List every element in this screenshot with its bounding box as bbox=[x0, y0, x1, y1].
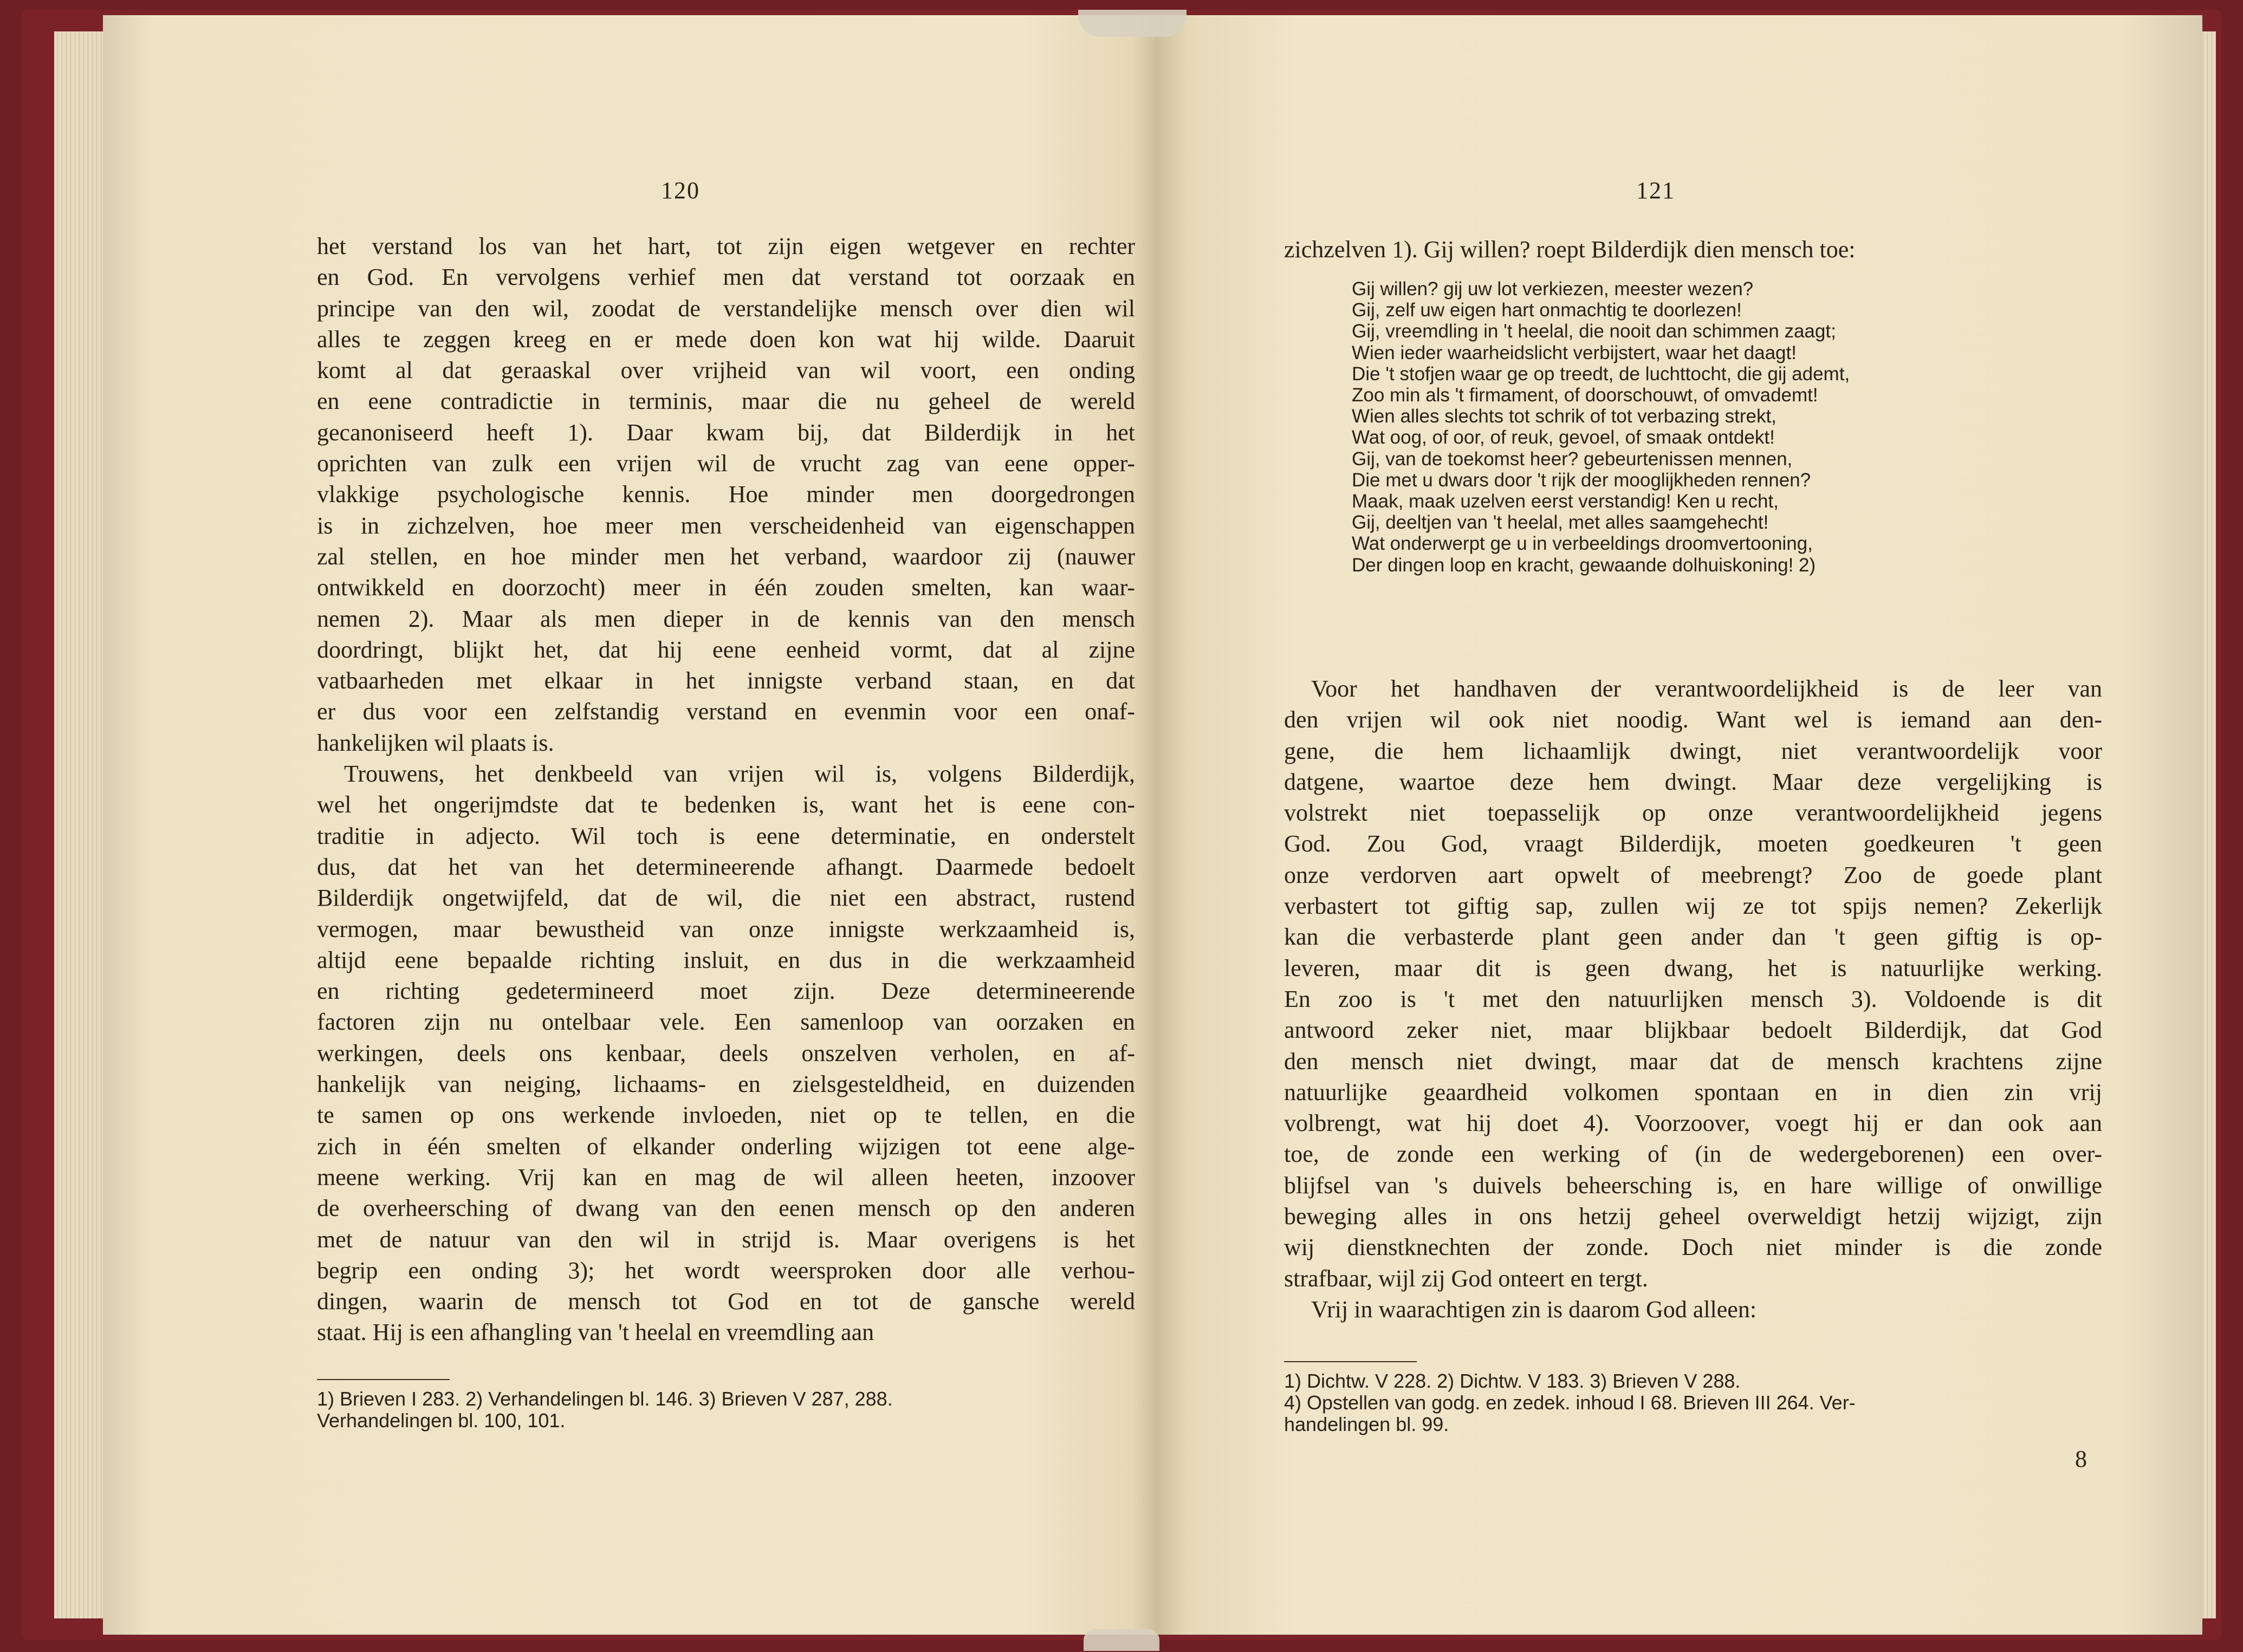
text-line: den vrijen wil ook niet noodig. Want wel is iemand aan den- bbox=[1284, 706, 2102, 733]
poem-line: Wat onderwerpt ge u in verbeeldings droomvertooning, bbox=[1352, 533, 1813, 555]
poem-line: Wien ieder waarheidslicht verbijstert, waar het daagt! bbox=[1352, 342, 1797, 363]
text-line: ontwikkeld en doorzocht) meer in één zouden smelten, kan waar- bbox=[317, 574, 1135, 601]
text-line: te samen op ons werkende invloeden, niet op te tellen, en die bbox=[317, 1102, 1135, 1129]
bookmark-ribbon-bottom bbox=[1084, 1629, 1159, 1651]
text-line: principe van den wil, zoodat de verstandelijke mensch over dien wil bbox=[317, 295, 1135, 322]
text-line: hankelijken wil plaats is. bbox=[317, 729, 554, 756]
text-line: er dus voor een zelfstandig verstand en evenmin voor een onaf- bbox=[317, 698, 1135, 725]
text-line: gene, die hem lichaamlijk dwingt, niet verantwoordelijk voor bbox=[1284, 737, 2102, 764]
poem-line: Die 't stofjen waar ge op treedt, de luchttocht, die gij ademt, bbox=[1352, 363, 1850, 385]
text-line: leveren, maar dit is geen dwang, het is natuurlijke werking. bbox=[1284, 954, 2102, 981]
text-line: Bilderdijk ongetwijfeld, dat de wil, die niet een abstract, rustend bbox=[317, 884, 1135, 912]
text-line: God. Zou God, vraagt Bilderdijk, moeten goedkeuren 't geen bbox=[1284, 830, 2102, 857]
poem-line: Wien alles slechts tot schrik of tot verbazing strekt, bbox=[1352, 406, 1777, 427]
text-line: traditie in adjecto. Wil toch is eene determinatie, en onderstelt bbox=[317, 822, 1135, 849]
footnote-line: 1) Brieven I 283. 2) Verhandelingen bl. 146. 3) Brieven V 287, 288. bbox=[317, 1388, 893, 1410]
text-line: staat. Hij is een afhangling van 't heelal en vreemdling aan bbox=[317, 1319, 874, 1346]
text-line: dus, dat het van het determineerende afhangt. Daarmede bedoelt bbox=[317, 853, 1135, 880]
text-line: hankelijk van neiging, lichaams- en zielsgesteldheid, en duizenden bbox=[317, 1071, 1135, 1098]
signature-mark: 8 bbox=[2075, 1446, 2087, 1472]
page-number: 121 bbox=[1636, 177, 1675, 204]
text-line: gecanoniseerd heeft 1). Daar kwam bij, dat Bilderdijk in het bbox=[317, 419, 1135, 446]
poem-line: Gij, deeltjen van 't heelal, met alles saamgehecht! bbox=[1352, 512, 1769, 534]
poem-line: Gij, vreemdling in 't heelal, die nooit dan schimmen zaagt; bbox=[1352, 321, 1836, 342]
text-line: met de natuur van den wil in strijd is. Maar overigens is het bbox=[317, 1226, 1135, 1253]
left-page-body bbox=[317, 231, 1135, 1348]
text-line: het verstand los van het hart, tot zijn eigen wetgever en rechter bbox=[317, 233, 1135, 259]
text-line: alles te zeggen kreeg en er mede doen kon wat hij wilde. Daaruit bbox=[317, 326, 1135, 353]
text-line: En zoo is 't met den natuurlijken mensch 3). Voldoende is dit bbox=[1284, 985, 2102, 1012]
text-line: Vrij in waarachtigen zin is daarom God alleen: bbox=[1311, 1296, 1757, 1323]
footnote-line: Verhandelingen bl. 100, 101. bbox=[317, 1409, 566, 1432]
poem-line: Gij, van de toekomst heer? gebeurtenissen mennen, bbox=[1352, 448, 1793, 470]
left-footnotes bbox=[317, 1388, 893, 1432]
text-line: volstrekt niet toepasselijk op onze verantwoordelijkheid jegens bbox=[1284, 799, 2102, 827]
text-line: zal stellen, en hoe minder men het verband, waardoor zij (nauwer bbox=[317, 543, 1135, 570]
text-line: onze verdorven aart opwelt of meebrengt? Zoo de goede plant bbox=[1284, 861, 2102, 888]
text-line: factoren zijn nu ontelbaar vele. Een samenloop van oorzaken en bbox=[317, 1009, 1135, 1036]
text-line: toe, de zonde een werking of (in de wedergeborenen) een over- bbox=[1284, 1141, 2102, 1168]
poem-line: Maak, maak uzelven eerst verstandig! Ken u recht, bbox=[1352, 491, 1779, 512]
footnote-line: handelingen bl. 99. bbox=[1284, 1413, 1449, 1435]
text-line: wel het ongerijmdste dat te bedenken is, want het is eene con- bbox=[317, 791, 1135, 818]
text-line: altijd eene bepaalde richting insluit, en dus in die werkzaamheid bbox=[317, 946, 1135, 973]
text-line: kan die verbasterde plant geen ander dan 't geen giftig is op- bbox=[1284, 923, 2102, 951]
poem-line: Der dingen loop en kracht, gewaande dolhuiskoning! 2) bbox=[1352, 554, 1816, 576]
right-page-body bbox=[1284, 673, 2102, 1325]
text-line: en God. En vervolgens verhief men dat verstand tot oorzaak en bbox=[317, 264, 1135, 291]
poem-line: Wat oog, of oor, of reuk, gevoel, of smaak ontdekt! bbox=[1352, 427, 1775, 448]
book-spread bbox=[22, 10, 2221, 1640]
text-line: den mensch niet dwingt, maar dat de mensch krachtens zijne bbox=[1284, 1048, 2102, 1075]
left-page bbox=[103, 15, 1157, 1635]
text-line: en richting gedetermineerd moet zijn. Deze determineerende bbox=[317, 978, 1135, 1005]
text-line: doordringt, blijkt het, dat hij eene eenheid vormt, dat al zijne bbox=[317, 636, 1135, 663]
right-footnotes bbox=[1284, 1370, 1856, 1435]
poem-line: Die met u dwars door 't rijk der mooglijkheden rennen? bbox=[1352, 469, 1811, 491]
text-line: antwoord zeker niet, maar blijkbaar bedoelt Bilderdijk, dat God bbox=[1284, 1017, 2102, 1044]
poem-block bbox=[1352, 278, 1850, 576]
bookmark-ribbon-top bbox=[1078, 10, 1187, 37]
text-line: vatbaarheden met elkaar in het innigste verband staan, en dat bbox=[317, 667, 1135, 694]
text-line: volbrengt, wat hij doet 4). Voorzoover, voegt hij er dan ook aan bbox=[1284, 1110, 2102, 1137]
text-line: oprichten van zulk een vrijen wil de vrucht zag van eene opper- bbox=[317, 450, 1135, 477]
text-line: wij dienstknechten der zonde. Doch niet minder is die zonde bbox=[1284, 1234, 2102, 1261]
text-line: begrip een onding 3); het wordt weersproken door alle verhou- bbox=[317, 1257, 1135, 1284]
text-line: Trouwens, het denkbeeld van vrijen wil is, volgens Bilderdijk, bbox=[344, 760, 1135, 788]
footnote-line: 1) Dichtw. V 228. 2) Dichtw. V 183. 3) Brieven V 288. bbox=[1284, 1370, 1741, 1392]
text-line: Voor het handhaven der verantwoordelijkheid is de leer van bbox=[1311, 675, 2102, 702]
text-line: natuurlijke geaardheid volkomen spontaan en in dien zin vrij bbox=[1284, 1078, 2102, 1105]
text-line: vlakkige psychologische kennis. Hoe minder men doorgedrongen bbox=[317, 481, 1135, 508]
text-line: verbastert tot giftig sap, zullen wij ze tot spijs nemen? Zekerlijk bbox=[1284, 893, 2102, 920]
footnote-line: 4) Opstellen van godg. en zedek. inhoud I 68. Brieven III 264. Ver- bbox=[1284, 1391, 1856, 1414]
footnote-rule bbox=[317, 1379, 450, 1380]
text-line: datgene, waartoe deze hem dwingt. Maar deze vergelijking is bbox=[1284, 768, 2102, 795]
text-line: meene werking. Vrij kan en mag de wil alleen heeten, inzoover bbox=[317, 1163, 1135, 1191]
text-line: dingen, waarin de mensch tot God en tot de gansche wereld bbox=[317, 1288, 1135, 1315]
poem-line: Gij, zelf uw eigen hart onmachtig te doorlezen! bbox=[1352, 300, 1742, 321]
text-line: zich in één smelten of elkander onderling wijzigen tot eene alge- bbox=[317, 1133, 1135, 1160]
right-first-line: zichzelven 1). Gij willen? roept Bilderdijk dien mensch toe: bbox=[1284, 236, 1856, 263]
page-edges-left bbox=[54, 31, 106, 1618]
text-line: is in zichzelven, hoe meer men verscheidenheid van eigenschappen bbox=[317, 512, 1135, 539]
page-number: 120 bbox=[661, 177, 700, 204]
text-line: de overheersching of dwang van den eenen mensch op den anderen bbox=[317, 1195, 1135, 1222]
poem-line: Gij willen? gij uw lot verkiezen, meester wezen? bbox=[1352, 278, 1754, 300]
text-line: nemen 2). Maar als men dieper in de kennis van den mensch bbox=[317, 605, 1135, 632]
text-line: komt al dat geraaskal over vrijheid van wil voort, een onding bbox=[317, 357, 1135, 384]
poem-line: Zoo min als 't firmament, of doorschouwt, of omvademt! bbox=[1352, 385, 1818, 406]
footnote-rule bbox=[1284, 1361, 1417, 1362]
text-line: vermogen, maar bewustheid van onze innigste werkzaamheid is, bbox=[317, 915, 1135, 942]
text-line: strafbaar, wijl zij God onteert en tergt. bbox=[1284, 1265, 1648, 1292]
text-line: werkingen, deels ons kenbaar, deels onszelven verholen, en af- bbox=[317, 1039, 1135, 1066]
text-line: beweging alles in ons hetzij geheel overweldigt hetzij wijzigt, zijn bbox=[1284, 1203, 2102, 1230]
text-line: en eene contradictie in terminis, maar die nu geheel de wereld bbox=[317, 388, 1135, 415]
right-page bbox=[1157, 15, 2202, 1635]
text-line: blijfsel van 's duivels beheersching is, en hare willige of onwillige bbox=[1284, 1172, 2102, 1199]
